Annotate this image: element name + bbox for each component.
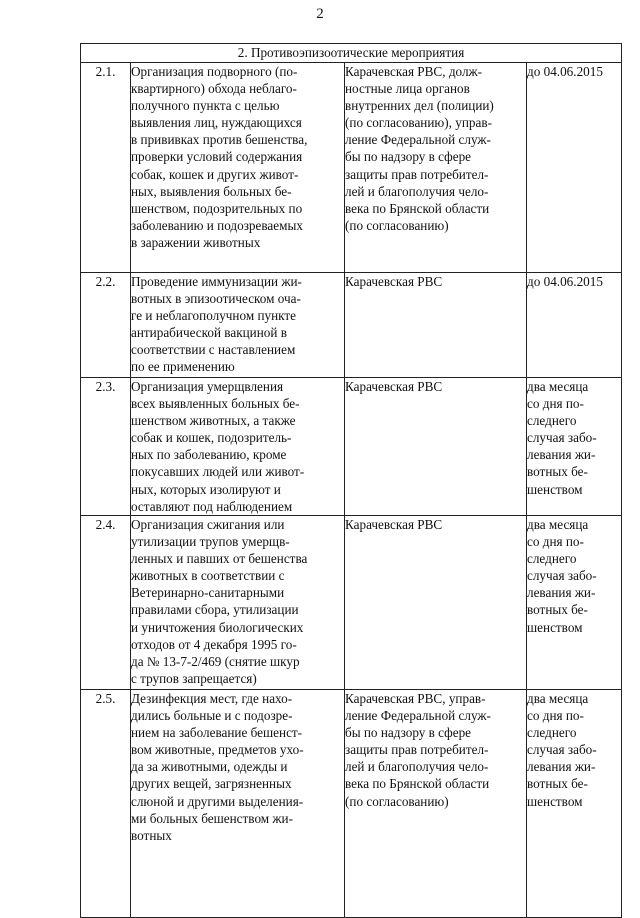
measure-description-line: вотных <box>131 827 172 843</box>
responsible-party-line: века по Брянской области <box>345 200 490 216</box>
measure-description-line: оставляют под наблюдением <box>131 498 293 514</box>
deadline <box>527 516 622 690</box>
measure-description-line: ных, которых изолируют и <box>131 481 281 497</box>
responsible-party-line: (по согласованию) <box>345 217 449 233</box>
deadline <box>527 378 622 516</box>
measure-description-line: получного пункта с целью <box>131 98 280 114</box>
responsible-party-line: защиты прав потребител- <box>345 166 489 182</box>
measure-description <box>131 690 345 918</box>
measure-description-line: других вещей, загрязненных <box>131 776 292 792</box>
deadline-line: со дня по- <box>527 708 584 724</box>
measure-description-line: собак и кошек, подозритель- <box>131 430 292 446</box>
deadline-line: вотных бе- <box>527 776 588 792</box>
measure-description-line: дились больные и с подозре- <box>131 708 293 724</box>
deadline-line: со дня по- <box>527 396 584 412</box>
measure-description-line: выявления лиц, нуждающихся <box>131 115 302 131</box>
table-row <box>81 690 622 918</box>
deadline-line: до 04.06.2015 <box>527 64 603 79</box>
responsible-party <box>345 378 527 516</box>
responsible-party-line: ление Федеральной служ- <box>345 132 491 148</box>
deadline-line: шенством <box>527 619 583 635</box>
item-number: 2.2. <box>81 273 131 378</box>
responsible-party-line: Карачевская РВС, управ- <box>345 691 486 706</box>
responsible-party <box>345 516 527 690</box>
deadline-line: левания жи- <box>527 585 596 601</box>
deadline-line: левания жи- <box>527 447 596 463</box>
measure-description-line: покусавших людей или живот- <box>131 464 305 480</box>
measure-description-line: Организация сжигания или <box>131 517 285 532</box>
responsible-party-line: Карачевская РВС <box>345 517 443 532</box>
measure-description-line: Организация умерщвления <box>131 379 284 394</box>
measure-description-line: в заражении животных <box>131 234 261 250</box>
measure-description-line: Ветеринарно-санитарными <box>131 585 285 601</box>
measure-description-line: ми больных бешенством жи- <box>131 810 293 826</box>
measure-description <box>131 273 345 378</box>
measure-description-line: ленных и павших от бешенства <box>131 551 308 567</box>
section-header-row <box>81 44 622 63</box>
responsible-party-line: защиты прав потребител- <box>345 742 489 758</box>
deadline-line: до 04.06.2015 <box>527 274 603 289</box>
measure-description-line: в прививках против бешенства, <box>131 132 308 148</box>
measure-description-line: животных в соответствии с <box>131 568 285 584</box>
deadline-line: следнего <box>527 725 577 741</box>
deadline-line: два месяца <box>527 691 589 706</box>
measure-description-line: ге и неблагополучном пункте <box>131 308 297 324</box>
deadline-line: следнего <box>527 413 577 429</box>
measure-description <box>131 516 345 690</box>
measure-description-line: да № 13-7-2/469 (снятие шкур <box>131 653 300 669</box>
responsible-party <box>345 690 527 918</box>
responsible-party <box>345 63 527 273</box>
measure-description-line: шенством, подозрительных по <box>131 200 303 216</box>
responsible-party-line: (по согласованию) <box>345 793 449 809</box>
item-number: 2.3. <box>81 378 131 516</box>
measure-description-line: с трупов запрещается) <box>131 670 257 686</box>
measure-description <box>131 378 345 516</box>
responsible-party-line: (по согласованию), управ- <box>345 115 492 131</box>
measure-description-line: вом животные, предметов ухо- <box>131 742 304 758</box>
measure-description-line: антирабической вакциной в <box>131 325 287 341</box>
measure-description-line: правилами сбора, утилизации <box>131 602 299 618</box>
deadline-line: случая забо- <box>527 742 597 758</box>
deadline-line: со дня по- <box>527 534 584 550</box>
responsible-party-line: лей и благополучия чело- <box>345 759 489 775</box>
responsible-party-line: Карачевская РВС <box>345 274 443 289</box>
responsible-party-line: ностные лица органов <box>345 81 470 97</box>
item-number: 2.4. <box>81 516 131 690</box>
responsible-party-line: бы по надзору в сфере <box>345 149 472 165</box>
measure-description-line: Проведение иммунизации жи- <box>131 274 302 289</box>
responsible-party-line: века по Брянской области <box>345 776 490 792</box>
deadline-line: два месяца <box>527 379 589 394</box>
item-number: 2.5. <box>81 690 131 918</box>
responsible-party <box>345 273 527 378</box>
measure-description-line: собак, кошек и других живот- <box>131 166 299 182</box>
responsible-party-line: ление Федеральной служ- <box>345 708 491 724</box>
measure-description-line: ных по заболеванию, кроме <box>131 447 287 463</box>
measure-description-line: отходов от 4 декабря 1995 го- <box>131 636 297 652</box>
table-row <box>81 63 622 273</box>
measures-table-body <box>81 44 622 918</box>
deadline-line: следнего <box>527 551 577 567</box>
responsible-party-line: бы по надзору в сфере <box>345 725 472 741</box>
table-row <box>81 378 622 516</box>
responsible-party-line: Карачевская РВС <box>345 379 443 394</box>
measure-description-line: квартирного) обхода неблаго- <box>131 81 297 97</box>
measure-description-line: проверки условий содержания <box>131 149 303 165</box>
page-number: 2 <box>316 6 324 22</box>
section-title: 2. Противоэпизоотические мероприятия <box>81 44 622 63</box>
measures-table <box>80 43 622 918</box>
table-row <box>81 273 622 378</box>
table-row <box>81 516 622 690</box>
measure-description-line: соответствии с наставлением <box>131 342 296 358</box>
measure-description-line: по ее применению <box>131 359 235 375</box>
measure-description-line: слюной и другими выделения- <box>131 793 304 809</box>
deadline-line: случая забо- <box>527 430 597 446</box>
measure-description-line: Дезинфекция мест, где нахо- <box>131 691 293 706</box>
deadline-line: случая забо- <box>527 568 597 584</box>
measure-description <box>131 63 345 273</box>
deadline <box>527 63 622 273</box>
deadline-line: вотных бе- <box>527 464 588 480</box>
measure-description-line: Организация подворного (по- <box>131 64 298 79</box>
measure-description-line: вотных в эпизоотическом оча- <box>131 291 301 307</box>
item-number: 2.1. <box>81 63 131 273</box>
measure-description-line: всех выявленных больных бе- <box>131 396 300 412</box>
measure-description-line: заболеванию и подозреваемых <box>131 217 303 233</box>
deadline-line: левания жи- <box>527 759 596 775</box>
measure-description-line: ных, выявления больных бе- <box>131 183 292 199</box>
deadline-line: вотных бе- <box>527 602 588 618</box>
deadline-line: шенством <box>527 481 583 497</box>
measure-description-line: и уничтожения биологических <box>131 619 304 635</box>
measure-description-line: утилизации трупов умерщв- <box>131 534 290 550</box>
deadline <box>527 273 622 378</box>
responsible-party-line: Карачевская РВС, долж- <box>345 64 483 79</box>
responsible-party-line: внутренних дел (полиции) <box>345 98 494 114</box>
deadline-line: шенством <box>527 793 583 809</box>
measure-description-line: да за животными, одежды и <box>131 759 288 775</box>
deadline <box>527 690 622 918</box>
deadline-line: два месяца <box>527 517 589 532</box>
measure-description-line: шенством животных, а также <box>131 413 296 429</box>
responsible-party-line: лей и благополучия чело- <box>345 183 489 199</box>
measure-description-line: нием на заболевание бешенст- <box>131 725 303 741</box>
